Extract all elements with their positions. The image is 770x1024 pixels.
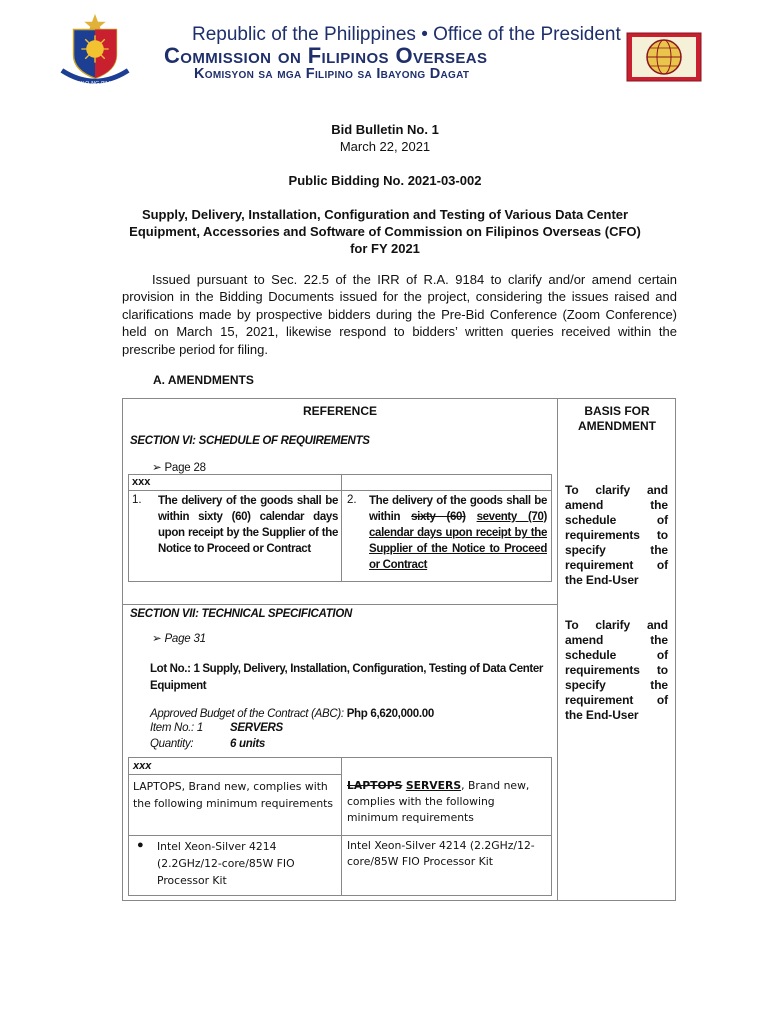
basis-line: requirement of	[565, 558, 668, 572]
basis-line: To clarify and	[565, 618, 668, 632]
basis-line: the End-User	[565, 708, 639, 722]
item-number-value: SERVERS	[230, 722, 283, 734]
placeholder-xxx: xxx	[132, 476, 151, 488]
header-commission-name: Commission on Filipinos Overseas	[164, 43, 488, 68]
basis-line: requirements to	[565, 663, 668, 677]
amended-delivery-prefix: The delivery of the goods shall be within	[369, 495, 547, 523]
basis-line: the End-User	[565, 573, 639, 587]
table-row-divider	[122, 604, 558, 605]
underlined-servers: SERVERS	[405, 779, 462, 792]
section-vi-title: SECTION VI: SCHEDULE OF REQUIREMENTS	[130, 435, 370, 447]
page-31-ref	[152, 631, 206, 645]
bulletin-date: March 22, 2021	[339, 139, 431, 154]
basis-line: schedule of	[565, 648, 668, 662]
orig-item-number: 1.	[132, 494, 142, 506]
struck-laptops: LAPTOPS	[347, 779, 403, 792]
bullet-dot-icon: ●	[137, 839, 144, 851]
basis-line: To clarify and	[565, 483, 668, 497]
amended-delivery-text	[369, 493, 547, 573]
basis-line: amend the	[565, 498, 668, 512]
quantity-value: 6 units	[230, 738, 265, 750]
philippine-presidential-seal-icon	[56, 10, 134, 88]
basis-line: schedule of	[565, 513, 668, 527]
basis-line: amend the	[565, 633, 668, 647]
item-number-label: Item No.: 1	[150, 722, 203, 734]
inner-table-row-divider	[128, 835, 552, 836]
new-item-number: 2.	[347, 494, 357, 506]
bulletin-subject: Supply, Delivery, Installation, Configuration and Testing of Various Data Center Equipment, Accessories and Software of Commission on Filipinos Overseas (CFO) for FY 2021	[129, 207, 641, 256]
basis-line: specify the	[565, 543, 668, 557]
orig-intel-text: Intel Xeon-Silver 4214 (2.2GHz/12-core/85W FIO Processor Kit	[157, 840, 295, 887]
inner-table-col-divider	[341, 757, 342, 896]
abc-label: Approved Budget of the Contract (ABC):	[150, 708, 347, 720]
approved-budget	[150, 707, 434, 722]
struck-sixty-days: sixty (60)	[411, 511, 466, 523]
amended-intel-text: Intel Xeon-Silver 4214 (2.2GHz/12-core/85W FIO Processor Kit	[347, 839, 535, 868]
lot-description: Lot No.: 1 Supply, Delivery, Installation, Configuration, Testing of Data Center Equipment	[150, 663, 544, 692]
amended-servers-text	[347, 778, 549, 826]
quantity-label: Quantity:	[150, 738, 194, 750]
abc-value: Php 6,620,000.00	[346, 708, 434, 720]
intro-paragraph: Issued pursuant to Sec. 22.5 of the IRR of R.A. 9184 to clarify and/or amend certain provision in the Bidding Documents issued for the project, considering the issues raised and clarifications made by prospective bidders during the Pre-Bid Conference (Zoom Conference) held on March 15, 2021, likewise respond to bidders’ written queries received within the prescribe period for filing.	[122, 272, 677, 357]
inner-table-row-divider	[128, 490, 552, 491]
basis-line: requirements to	[565, 528, 668, 542]
arrow-bullet-icon: ➢	[152, 633, 165, 645]
orig-laptops-text: LAPTOPS, Brand new, complies with the following minimum requirements	[133, 780, 334, 810]
reference-header: REFERENCE	[302, 404, 377, 418]
section-vii-title: SECTION VII: TECHNICAL SPECIFICATION	[130, 608, 352, 620]
cfo-globe-logo-icon	[626, 32, 702, 82]
inner-table-row-divider	[128, 774, 341, 775]
page-28-ref	[152, 460, 206, 474]
header-line-1: Republic of the Philippines • Office of the President	[192, 24, 621, 45]
orig-delivery-text: The delivery of the goods shall be within sixty (60) calendar days upon receipt by the Supplier of the Notice to Proceed or Contract	[158, 495, 338, 555]
arrow-bullet-icon: ➢	[152, 462, 165, 474]
underlined-seventy-days: seventy (70) calendar days upon receipt by the Supplier of the Notice to Proceed or Contract	[369, 511, 547, 571]
section-a-heading: A. AMENDMENTS	[153, 373, 254, 387]
header-commission-name-filipino: Komisyon sa mga Filipino sa Ibayong Dagat	[194, 66, 470, 82]
amended-servers-rest: , Brand new, complies with the following minimum requirements	[347, 779, 530, 824]
bulletin-title: Bid Bulletin No. 1	[331, 122, 439, 137]
basis-section-vii	[565, 618, 668, 723]
basis-header: BASIS FOR AMENDMENT	[578, 404, 656, 433]
basis-line: requirement of	[565, 693, 668, 707]
table-column-divider	[557, 398, 558, 901]
placeholder-xxx: xxx	[133, 760, 152, 772]
bidding-number: Public Bidding No. 2021-03-002	[288, 173, 482, 188]
inner-table-col-divider	[341, 474, 342, 582]
page-31-label: Page 31	[164, 633, 206, 645]
basis-line: specify the	[565, 678, 668, 692]
page-28-label: Page 28	[164, 462, 206, 474]
basis-section-vi	[565, 483, 668, 588]
seal-left-text: PANGULO NG PILIPINAS	[63, 81, 127, 88]
